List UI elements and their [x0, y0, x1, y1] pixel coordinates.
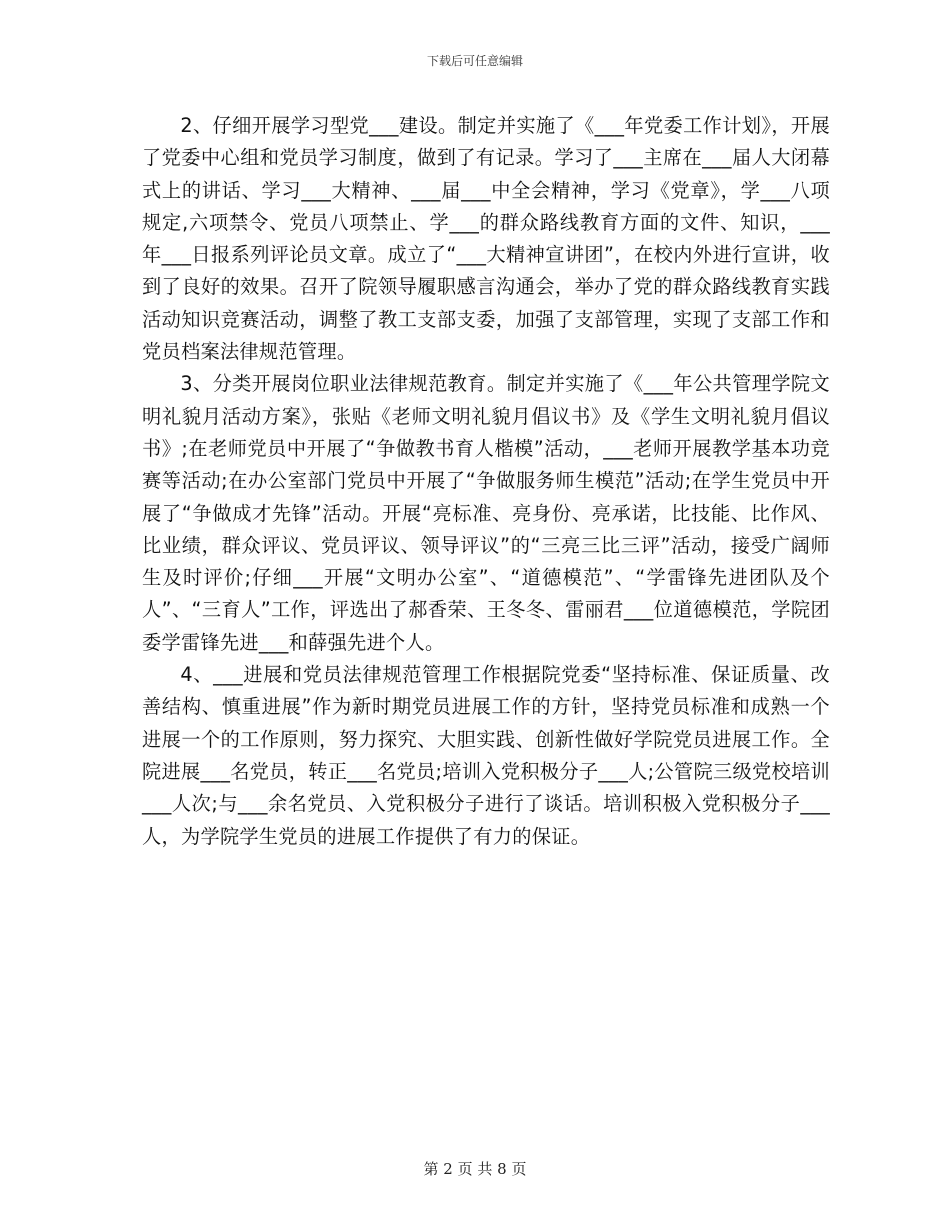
page-header: 下载后可任意编辑 — [426, 54, 523, 68]
page-number-footer: 第 2 页 共 8 页 — [423, 1160, 527, 1178]
paragraph-item-4: 4、___进展和党员法律规范管理工作根据院党委“坚持标准、保证质量、改善结构、慎重进展”作为新时期党员进展工作的方针，坚持党员标准和成熟一个进展一个的工作原则，努力探究、大胆实践、创新性做好学院党员进展工作。全院进展___名党员，转正___名党员;培训入党积极分子___人;公管院三级党校培训___人次;与___余名党员、入党积极分子进行了谈话。培训积极入党积极分子___人，为学院学生党员的进展工作提供了有力的保证。 — [142, 663, 830, 848]
paragraph-item-3: 3、分类开展岗位职业法律规范教育。制定并实施了《___年公共管理学院文明礼貌月活动方案》，张贴《老师文明礼貌月倡议书》及《学生文明礼貌月倡议书》;在老师党员中开展了“争做教书育人楷模”活动，___老师开展教学基本功竞赛等活动;在办公室部门党员中开展了“争做服务师生模范”活动;在学生党员中开展了“争做成才先锋”活动。开展“亮标准、亮身份、亮承诺，比技能、比作风、比业绩，群众评议、党员评议、领导评议”的“三亮三比三评”活动，接受广阔师生及时评价;仔细___开展“文明办公室”、“道德模范”、“学雷锋先进团队及个人”、“三育人”工作，评选出了郝香荣、王冬冬、雷丽君___位道德模范，学院团委学雷锋先进___和薛强先进个人。 — [142, 372, 830, 654]
document-body — [142, 110, 830, 853]
paragraph-item-2: 2、仔细开展学习型党___建设。制定并实施了《___年党委工作计划》，开展了党委中心组和党员学习制度，做到了有记录。学习了___主席在___届人大闭幕式上的讲话、学习___大精神、___届___中全会精神，学习《党章》，学___八项规定,六项禁令、党员八项禁止、学___的群众路线教育方面的文件、知识，___年___日报系列评论员文章。成立了“___大精神宣讲团”，在校内外进行宣讲，收到了良好的效果。召开了院领导履职感言沟通会，举办了党的群众路线教育实践活动知识竞赛活动，调整了教工支部支委，加强了支部管理，实现了支部工作和党员档案法律规范管理。 — [142, 114, 830, 364]
